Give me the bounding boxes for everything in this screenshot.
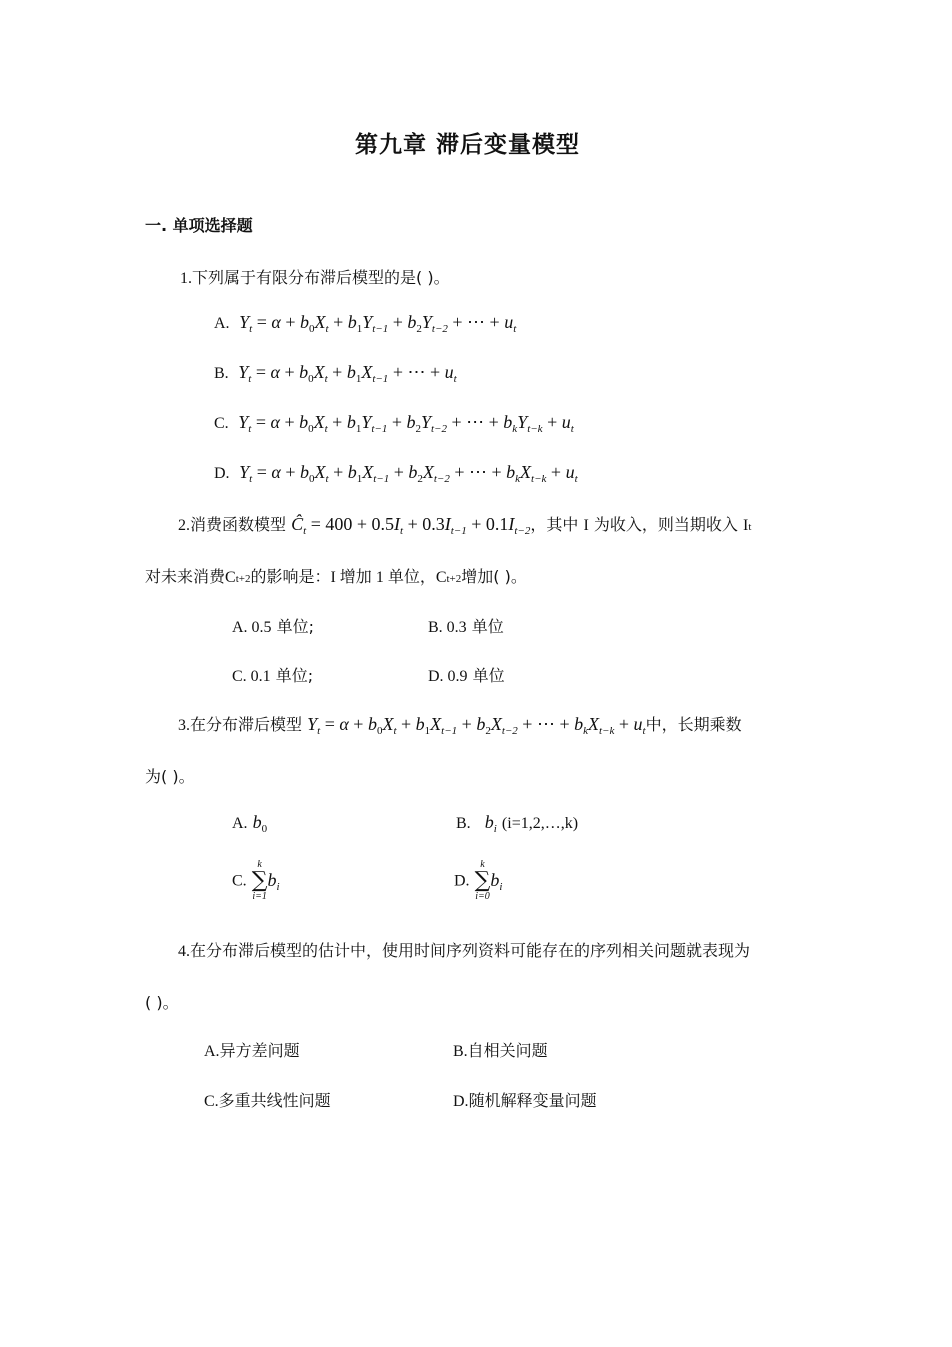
- q2-text-4: 对未来消费: [145, 567, 226, 586]
- q3-option-c: [232, 860, 280, 902]
- q2-text-6: 增加: [339, 567, 372, 586]
- q2-var-i2: I: [330, 569, 340, 586]
- q1-option-d-formula: $Y_t = \alpha + b_0X_t + b_1X_{t-1} + b_2X_{t-2}$ + ⋯ + $b_kX_{t-k} + u_t$: [239, 462, 578, 485]
- q2-stem-line1: [178, 512, 751, 537]
- q3-text-2: 中，长期乘数: [645, 715, 742, 734]
- q4-option-d-text: 随机解释变量问题: [468, 1091, 597, 1110]
- q4-option-b-label: B.: [453, 1043, 468, 1060]
- q4-stem-line2: ( )。: [145, 993, 179, 1012]
- q1-option-c-formula: $Y_t = \alpha + b_0X_t + b_1Y_{t-1} + b_2Y_{t-2}$ + ⋯ + $b_kY_{t-k} + u_t$: [238, 412, 574, 435]
- q3-stem-line1: [178, 712, 742, 737]
- q3-option-b-label: B.: [456, 815, 471, 832]
- q4-option-c-label: C.: [204, 1093, 219, 1110]
- q3-option-a-formula: $b_0$: [252, 812, 268, 835]
- page-title: 第九章 滞后变量模型: [355, 132, 581, 158]
- q2-text-1: 消费函数模型: [190, 515, 287, 534]
- q2-var-ct2: Ct+2: [225, 569, 251, 586]
- q3-option-c-term: $b_i$: [267, 869, 280, 893]
- q3-option-c-sum: k ∑ i=1: [251, 859, 268, 902]
- q1-option-a-formula: $Y_t = \alpha + b_0X_t + b_1Y_{t-1} + b_2Y_{t-2}$ + ⋯ + $u_t$: [239, 312, 517, 335]
- q4-option-c: [204, 1088, 331, 1111]
- q1-option-d: [214, 462, 578, 485]
- q2-option-b: [428, 614, 504, 637]
- q2-option-b-text: 单位: [466, 617, 504, 636]
- q4-option-c-text: 多重共线性问题: [218, 1091, 331, 1110]
- q4-text: 在分布滞后模型的估计中，使用时间序列资料可能存在的序列相关问题就表现为: [190, 941, 751, 960]
- q3-option-b-formula: $b_i$: [484, 812, 497, 835]
- q3-option-b: [456, 812, 578, 835]
- q3-option-d-label: D.: [454, 872, 470, 890]
- q2-formula: $Ĉ_t = 400 + 0.5I_t + 0.3I_{t-1} + 0.1I_{t-2}$: [291, 514, 531, 537]
- q4-option-a-text: 异方差问题: [219, 1041, 300, 1060]
- q3-option-a: [232, 812, 267, 835]
- q2-text-5: 的影响是：: [250, 567, 331, 586]
- q3-option-d-term: $b_i$: [490, 869, 503, 893]
- q2-text-7: 单位，: [387, 567, 436, 586]
- q4-option-b: [453, 1038, 548, 1061]
- q3-option-b-note: (i=1,2,…,k): [501, 815, 579, 832]
- q2-option-a: [232, 614, 314, 637]
- q1-number: 1.: [180, 270, 192, 287]
- q1-option-a-label: A.: [214, 315, 230, 332]
- q2-option-d-text: 单位: [467, 666, 505, 685]
- q1-stem: [180, 265, 450, 288]
- q4-number: 4.: [178, 943, 190, 960]
- q2-number: 2.: [178, 517, 190, 534]
- q2-option-c: [232, 663, 313, 686]
- q2-text-3: 为收入，则当期收入: [593, 515, 738, 534]
- section-heading: 一. 单项选择题: [145, 216, 253, 235]
- q2-var-i: I: [583, 517, 589, 534]
- q2-option-d: [428, 663, 505, 686]
- q3-number: 3.: [178, 717, 190, 734]
- q4-stem-line1: [178, 938, 750, 961]
- q3-option-a-label: A.: [232, 815, 248, 832]
- q2-text-8: 增加( )。: [461, 567, 527, 586]
- q2-option-c-label: C. 0.1: [232, 668, 271, 685]
- q4-option-d: [453, 1088, 597, 1111]
- q2-one: 1: [371, 569, 388, 586]
- q4-option-d-label: D.: [453, 1093, 469, 1110]
- q3-option-d: [454, 860, 502, 902]
- q2-text-2: ，其中: [530, 515, 579, 534]
- q1-option-d-label: D.: [214, 465, 230, 482]
- q4-option-a-label: A.: [204, 1043, 220, 1060]
- q2-stem-line2: [145, 564, 527, 587]
- q3-text-1: 在分布滞后模型: [190, 715, 303, 734]
- q1-option-c-label: C.: [214, 415, 229, 432]
- q2-option-a-text: 单位;: [271, 617, 315, 636]
- q3-option-c-label: C.: [232, 872, 247, 890]
- q1-option-b: [214, 362, 457, 385]
- q2-option-d-label: D. 0.9: [428, 668, 468, 685]
- q2-option-b-label: B. 0.3: [428, 619, 467, 636]
- q3-formula: $Y_t = \alpha + b_0X_t + b_1X_{t-1} + b_2X_{t-2}$ + ⋯ + $b_kX_{t-k} + u_t$: [307, 714, 646, 737]
- q1-option-b-label: B.: [214, 365, 229, 382]
- q3-option-d-sum: k ∑ i=0: [474, 859, 491, 902]
- q1-text: 下列属于有限分布滞后模型的是( )。: [192, 268, 450, 287]
- q1-option-a: [214, 312, 516, 335]
- q2-option-c-text: 单位;: [270, 666, 314, 685]
- q1-option-b-formula: $Y_t = \alpha + b_0X_t + b_1X_{t-1}$ + ⋯ + $u_t$: [238, 362, 457, 385]
- q1-option-c: [214, 412, 574, 435]
- q3-stem-line2: 为( )。: [145, 767, 195, 786]
- q2-option-a-label: A. 0.5: [232, 619, 272, 636]
- q2-var-it: It: [742, 517, 752, 534]
- q4-option-b-text: 自相关问题: [467, 1041, 548, 1060]
- q4-option-a: [204, 1038, 300, 1061]
- q2-var-ct2b: Ct+2: [435, 569, 462, 586]
